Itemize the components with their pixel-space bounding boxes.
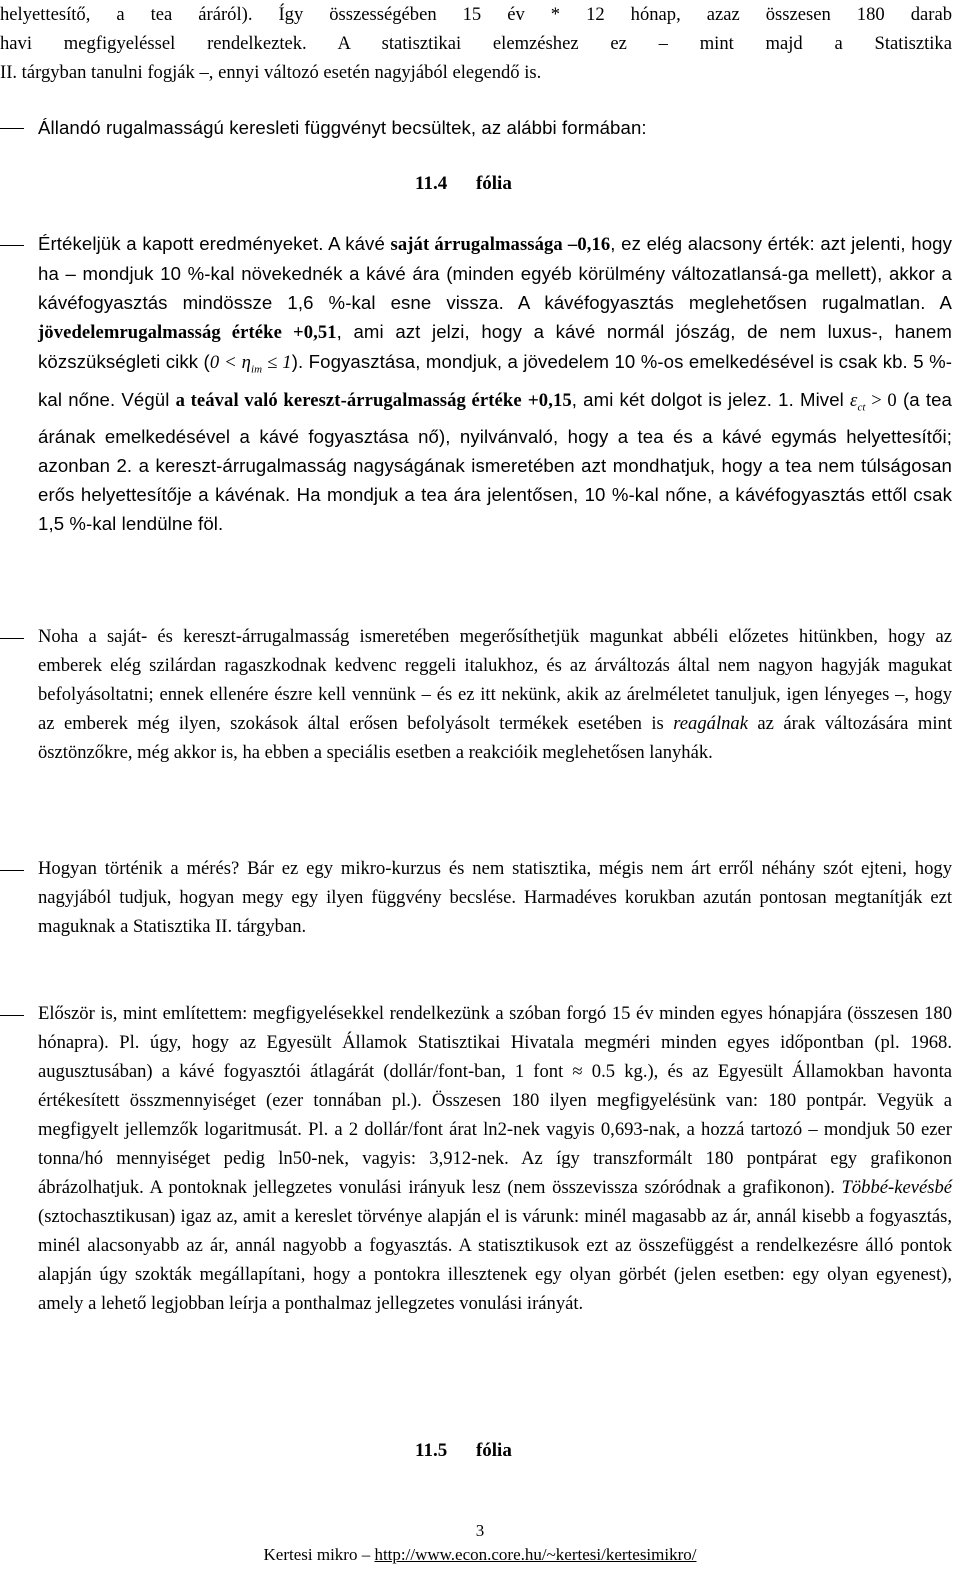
bullet-3-text <box>38 622 952 767</box>
bullet-2-text <box>38 229 952 538</box>
text-run: az árak változására mint ösztönzőkre, még akkor is, ha ebben a speciális esetben a reakcióik meglehetősen lanyhák. <box>38 713 952 763</box>
text-run: + <box>521 388 539 410</box>
folia-heading-2 <box>415 1440 512 1462</box>
footer-prefix: Kertesi mikro – <box>263 1545 375 1564</box>
intro-line-3: II. tárgyban tanulni fogják –, ennyi változó esetén nagyjából elegendő is. <box>0 62 542 83</box>
page-number: 3 <box>475 1521 485 1540</box>
intro-line-2: havi megfigyeléssel rendelkeztek. A statisztikai elemzéshez ez – mint majd a Statisztika <box>0 33 952 54</box>
bullet-5-text <box>38 999 952 1318</box>
footer-link[interactable]: http://www.econ.core.hu/~kertesi/kertesimikro/ <box>374 1545 697 1564</box>
bold-own-price-elasticity: saját árrugalmassága <box>390 234 563 255</box>
folia-word: fólia <box>475 173 512 194</box>
math-sub: im <box>251 363 263 376</box>
math-part: > 0 <box>865 389 897 411</box>
bullet-4-text: Hogyan történik a mérés? Bár ez egy mikro-kurzus és nem statisztika, mégis nem árt erről néhány szót ejteni, hogy nagyjából tudjuk, hogyan megy egy ilyen függvény becslése. Harmadéves korukban azután pontosan megtanítják ezt maguknak a Statisztika II. tárgyban. <box>38 858 952 937</box>
math-part: 0 < η <box>209 352 252 373</box>
text-run: , ami két dolgot is jelez. 1. Mivel <box>571 388 851 410</box>
math-part: ≤ 1 <box>262 352 292 373</box>
bullet-dash <box>0 870 24 871</box>
math-part: ε <box>850 389 858 411</box>
folia-number: 11.5 <box>415 1440 448 1461</box>
italic-phrase: Többé-kevésbé <box>841 1177 952 1198</box>
text-run: Értékeljük a kapott eredményeket. A kávé <box>38 233 391 254</box>
bullet-1-text: Állandó rugalmasságú keresleti függvényt becsültek, az alábbi formában: <box>38 117 647 138</box>
folia-number: 11.4 <box>415 173 448 194</box>
text-run: Noha a saját- és kereszt-árrugalmasság ismeretében megerősíthetjük magunkat abbéli előzetes hitünkben, hogy az emberek elég szilárdan ragaszkodnak kedvenc reggeli italukhoz, és az árváltozás által nem nagyon hagyják magukat befolyásoltatni; ennek ellenére észre kell vennünk – és ez itt nekünk, akik az árelméletet tanuljuk, igen lényeges –, hogy az emberek még ilyen, szokások által erősen befolyásolt termékek esetében is <box>38 626 952 734</box>
text-run: (a tea árának emelkedésével a kávé fogyasztása nő), nyilvánvaló, hogy a tea és a kávé egymás helyettesítői; azonban 2. a kereszt-árrugalmasság nagyságának ismeretében azt mondhatjuk, hogy a tea nem túlságosan erős helyettesítője a kávénak. Ha mondjuk a tea ára jelentősen, 10 %-kal nőne, a kávéfogyasztás ettől csak 1,5 %-kal lendülne föl. <box>38 388 952 535</box>
math-eta <box>209 352 292 376</box>
intro-line-1: helyettesítő, a tea áráról). Így összességében 15 év * 12 hónap, azaz összesen 180 darab <box>0 4 952 25</box>
bold-income-elasticity: jövedelemrugalmasság értéke +0,51 <box>38 322 337 343</box>
text-run: Először is, mint említettem: megfigyelésekkel rendelkezünk a szóban forgó 15 év minden egyes hónapjára (összesen 180 hónapra). Pl. úgy, hogy az Egyesült Államok Statisztikai Hivatala megméri minden egyes időpontban (pl. 1968. augusztusában) a kávé fogyasztói átlagárát (dollár/font-ban, 1 font <box>38 1003 952 1082</box>
folia-word: fólia <box>475 1440 512 1461</box>
bullet-dash <box>0 638 24 639</box>
italic-word: reagálnak <box>673 713 748 734</box>
text-run: , ami azt jelzi, hogy a kávé normál jószág, de nem luxus-, hanem közszükségleti cikk ( <box>38 321 952 372</box>
approx-symbol: ≈ <box>572 1061 583 1082</box>
page-footer <box>0 1545 960 1565</box>
bullet-dash <box>0 1015 24 1016</box>
text-run: (sztochasztikusan) igaz az, amit a kereslet törvénye alapján el is várunk: minél magasabb az ár, annál kisebb a fogyasztás, minél alacsonyabb az ár, annál nagyobb a fogyasztás. A statisztikusok ezt az összefüggést a rendelkezésre álló pontok alapján úgy szokták megállapítani, hogy a pontokra illesztenek egy olyan görbét (jelen esetben: egy olyan egyenest), amely a lehető legjobban leírja a ponthalmaz jellegzetes vonulási irányát. <box>38 1206 952 1314</box>
text-run: ). Fogyasztása, mondjuk, a jövedelem 10 %-os emelkedésével is csak kb. 5 %-kal nőne. Végül <box>38 351 953 410</box>
math-epsilon <box>850 389 897 414</box>
folia-heading-1 <box>415 173 512 195</box>
text-run: 0.5 kg.), és az Egyesült Államokban havonta értékesített összmennyiséget (ezer tonnában pl.). Összesen 180 ilyen megfigyelésünk van: 180 pontpár. Vegyük a megfigyelt jellemzők logaritmusát. Pl. a 2 dollár/font árat ln2-nek vagyis 0,693-nak, a hozzá tartozó – mondjuk 50 ezer tonna/hó mennyiséget pedig ln50-nek, vagyis: 3,912-nek. Az így transzformált 180 pontpárat egy grafikonon ábrázolhatjuk. A pontoknak jellegzetes vonulási irányuk lesz (nem összevissza szóródnak a grafikonon). <box>38 1061 953 1198</box>
bold-value: –0,16 <box>562 234 611 255</box>
bullet-dash <box>0 128 24 129</box>
text-run: , ez elég alacsony érték: azt jelenti, hogy ha – mondjuk 10 %-kal növekednék a kávé ára (minden egyéb körülmény változatlansá-ga mellett), akkor a kávéfogyasztás mindössze 1,6 %-kal esne vissza. A kávéfogyasztás meglehetősen rugalmatlan. A <box>38 233 952 313</box>
math-sub: ct <box>857 401 866 414</box>
bold-value: 0,15 <box>538 389 572 411</box>
bullet-dash <box>0 245 24 246</box>
bold-cross-elasticity: a teával való kereszt-árrugalmasság értéke <box>175 389 522 411</box>
